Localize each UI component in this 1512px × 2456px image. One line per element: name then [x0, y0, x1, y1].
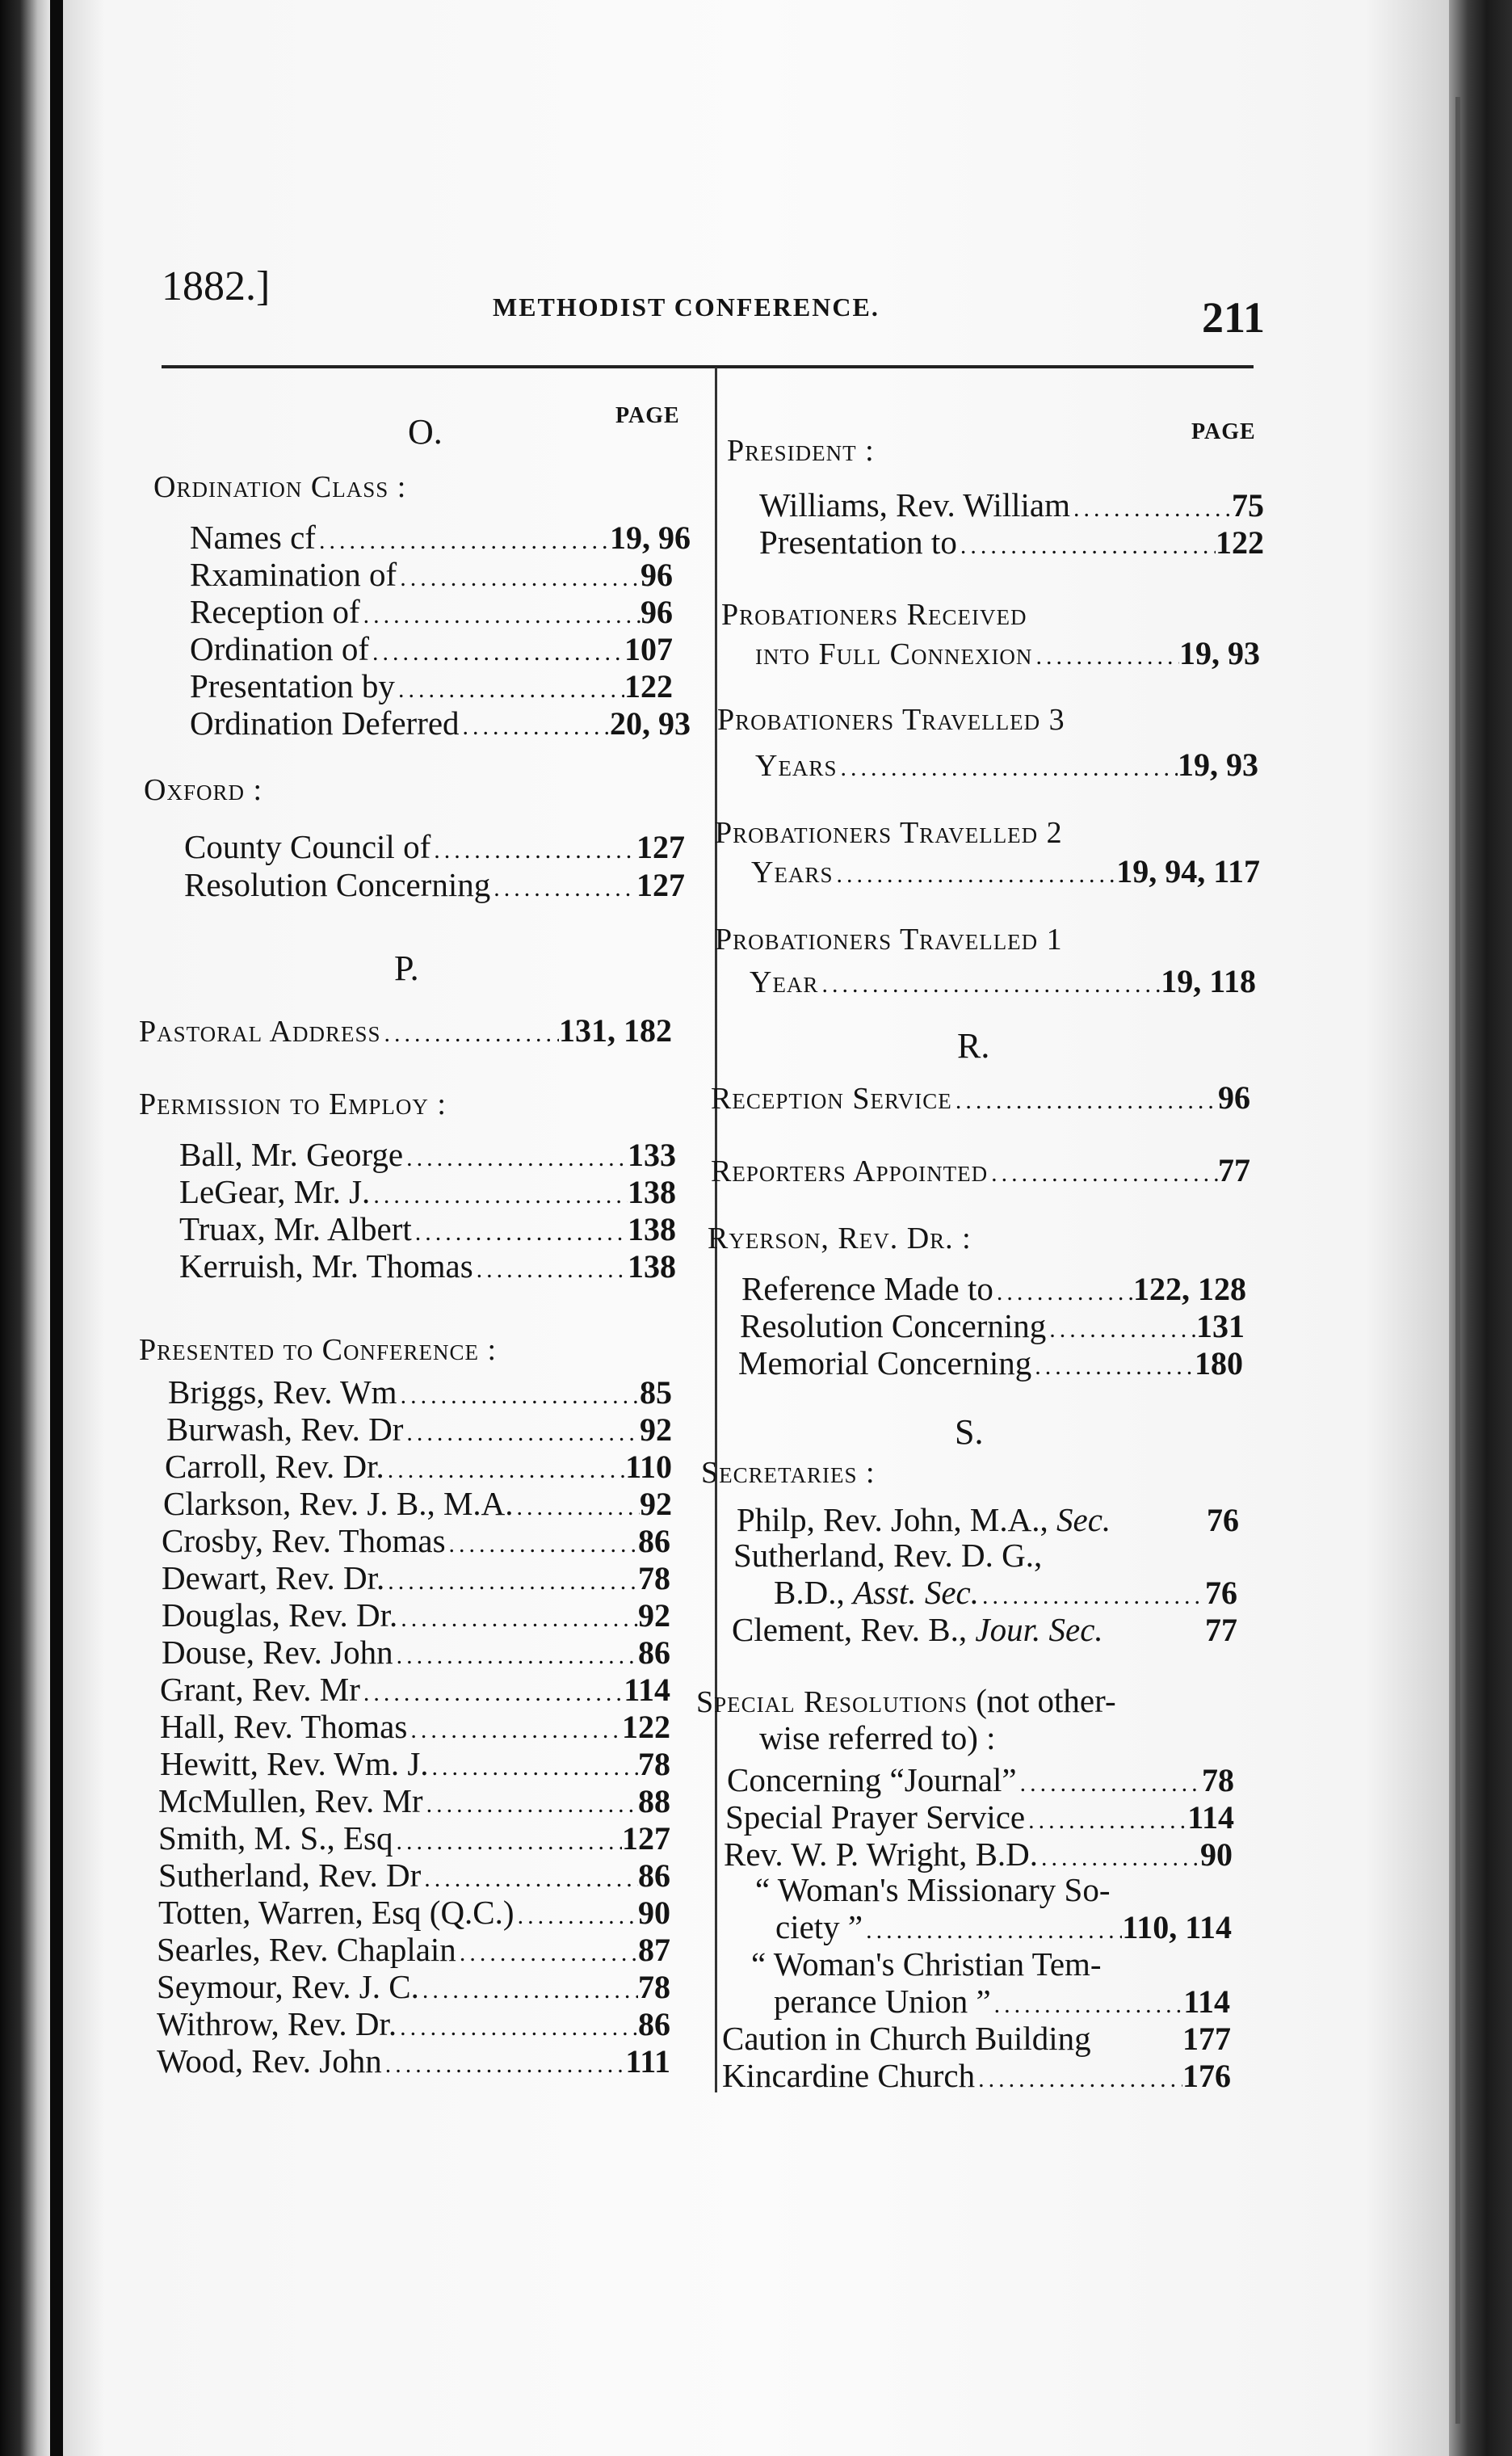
index-entry: Philp, Rev. John, M.A., Sec. 76: [737, 1501, 1239, 1538]
index-entry: Year ..... 19, 118: [750, 963, 1256, 1000]
index-entry: Kincardine Church ..... 176: [722, 2057, 1231, 2094]
probationers-3-line1: Probationers Travelled 3: [717, 703, 1065, 737]
index-entry: Reporters Appointed ..... 77: [711, 1152, 1250, 1189]
index-entry: Pastoral Address ..... 131, 182: [139, 1012, 672, 1049]
index-entry: Caution in Church Building 177: [722, 2020, 1231, 2057]
letter-r: R.: [957, 1026, 990, 1066]
index-entry: Years ..... 19, 93: [755, 746, 1258, 784]
index-entry: Years ..... 19, 94, 117: [751, 853, 1260, 890]
index-entry: Special Prayer Service ..... 114: [725, 1798, 1234, 1836]
special-heading-line2: wise referred to) :: [759, 1719, 996, 1756]
right-page-label: PAGE: [1191, 419, 1256, 444]
probationers-received-line1: Probationers Received: [721, 598, 1027, 632]
index-entry: Clarkson, Rev. J. B., M.A. ..... 92: [163, 1485, 672, 1522]
index-entry: Hall, Rev. Thomas ..... 122: [160, 1708, 670, 1745]
index-entry: Hewitt, Rev. Wm. J. ..... 78: [160, 1745, 670, 1782]
index-entry: Grant, Rev. Mr ..... 114: [160, 1671, 670, 1708]
index-entry: Sutherland, Rev. Dr ..... 86: [158, 1857, 670, 1894]
index-entry: Truax, Mr. Albert ..... 138: [179, 1210, 676, 1247]
index-entry: Ordination of ..... 107: [190, 630, 673, 667]
index-entry: into Full Connexion ..... 19, 93: [755, 635, 1260, 672]
index-entry: Wood, Rev. John ..... 111: [157, 2042, 670, 2080]
letter-o: O.: [408, 412, 443, 452]
index-entry: Rxamination of ..... 96: [190, 556, 673, 593]
probationers-1-line1: Probationers Travelled 1: [715, 923, 1063, 957]
index-entry: Reception Service ..... 96: [711, 1079, 1250, 1117]
index-entry: Resolution Concerning ..... 131: [740, 1307, 1245, 1344]
womans-missionary-line1: “ Woman's Missionary So-: [755, 1871, 1111, 1908]
index-entry: Concerning “Journal” ..... 78: [727, 1761, 1234, 1798]
probationers-2-line1: Probationers Travelled 2: [715, 816, 1063, 850]
ryerson-heading: Ryerson, Rev. Dr. :: [708, 1222, 972, 1255]
index-entry: Douglas, Rev. Dr. ..... 92: [162, 1596, 670, 1634]
oxford-heading: Oxford :: [144, 773, 263, 807]
left-page-edge: [0, 0, 50, 2456]
index-entry: Smith, M. S., Esq ..... 127: [158, 1819, 670, 1857]
index-entry: Searles, Rev. Chaplain ..... 87: [157, 1931, 670, 1968]
index-entry: Clement, Rev. B., Jour. Sec. 77: [732, 1611, 1237, 1648]
index-entry: Burwash, Rev. Dr ..... 92: [166, 1411, 672, 1448]
index-entry: LeGear, Mr. J. ..... 138: [179, 1173, 676, 1210]
index-entry: Reception of ..... 96: [190, 593, 673, 630]
index-entry: Ball, Mr. George ..... 133: [179, 1136, 676, 1173]
index-entry: Memorial Concerning ..... 180: [738, 1344, 1243, 1382]
index-entry: Dewart, Rev. Dr. ..... 78: [162, 1559, 670, 1596]
header-year: 1882.]: [162, 263, 271, 309]
special-heading-line: Special Resolutions (not other-: [696, 1682, 1116, 1719]
index-entry: Douse, Rev. John ..... 86: [162, 1634, 670, 1671]
index-entry: Ordination Deferred ..... 20, 93: [190, 704, 691, 742]
letter-p: P.: [394, 948, 419, 988]
index-entry: Withrow, Rev. Dr. ..... 86: [157, 2005, 670, 2042]
index-entry: Kerruish, Mr. Thomas ..... 138: [179, 1247, 676, 1285]
index-entry: County Council of ..... 127: [184, 828, 685, 865]
index-entry: ciety ” ..... 110, 114: [775, 1908, 1232, 1945]
index-entry: Resolution Concerning ..... 127: [184, 866, 685, 903]
sutherland-line1: Sutherland, Rev. D. G.,: [733, 1537, 1043, 1574]
ordination-class-heading: Ordination Class :: [153, 470, 407, 504]
index-entry: Rev. W. P. Wright, B.D. ..... 90: [724, 1836, 1233, 1873]
permission-heading: Permission to Employ :: [139, 1087, 447, 1121]
spine-line: [1455, 97, 1460, 2424]
index-entry: B.D., Asst. Sec. ..... 76: [774, 1574, 1237, 1611]
header-rule: [162, 365, 1254, 368]
index-entry: Names cf ..... 19, 96: [190, 519, 691, 556]
index-entry: Carroll, Rev. Dr. ..... 110: [165, 1448, 672, 1485]
header-page-number: 211: [1202, 293, 1266, 342]
index-entry: Reference Made to ..... 122, 128: [741, 1270, 1246, 1307]
secretaries-heading: Secretaries :: [701, 1456, 876, 1490]
president-heading: President :: [727, 434, 875, 468]
index-entry: McMullen, Rev. Mr ..... 88: [158, 1782, 670, 1819]
left-page-label: PAGE: [615, 403, 680, 428]
index-entry: Totten, Warren, Esq (Q.C.) ..... 90: [158, 1894, 670, 1931]
index-entry: Crosby, Rev. Thomas ..... 86: [162, 1522, 670, 1559]
index-entry: Presentation by ..... 122: [190, 667, 673, 704]
header-title: METHODIST CONFERENCE.: [493, 292, 880, 322]
index-entry: Presentation to ..... 122: [759, 524, 1264, 561]
index-entry: Williams, Rev. William ..... 75: [759, 486, 1264, 524]
letter-s: S.: [955, 1412, 984, 1452]
index-entry: perance Union ” ..... 114: [774, 1983, 1230, 2020]
index-entry: Seymour, Rev. J. C. ..... 78: [157, 1968, 670, 2005]
presented-heading: Presented to Conference :: [139, 1333, 498, 1367]
index-entry: Briggs, Rev. Wm ..... 85: [168, 1373, 672, 1411]
womans-christian-line1: “ Woman's Christian Tem-: [751, 1945, 1102, 1983]
